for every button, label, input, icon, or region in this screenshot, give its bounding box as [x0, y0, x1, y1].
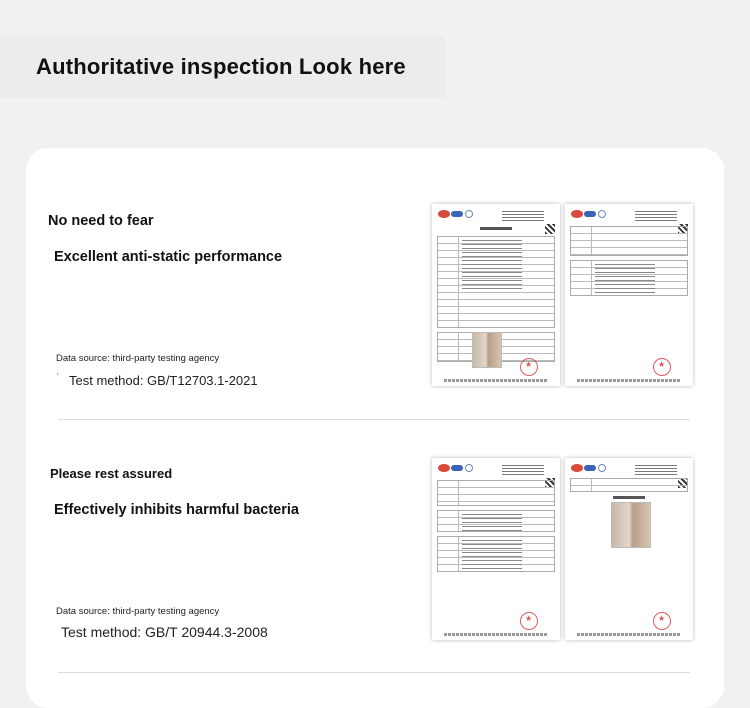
- report-title-bar: [480, 227, 512, 230]
- bullet-mark: ': [57, 372, 59, 381]
- report-header-text: [635, 211, 677, 221]
- agency-logos-icon: [438, 210, 482, 218]
- official-seal-icon: [653, 612, 671, 630]
- sample-photo: [472, 332, 502, 368]
- report-footer-text: [444, 633, 548, 636]
- test-report-page-2: [565, 204, 693, 386]
- report-table: [437, 510, 555, 532]
- report-footer-text: [577, 379, 681, 382]
- section-divider: [58, 672, 690, 673]
- sample-photo: [611, 502, 651, 548]
- section-kicker: No need to fear: [48, 213, 154, 229]
- section-headline: Excellent anti-static performance: [54, 249, 283, 265]
- inspection-card: [26, 148, 724, 708]
- test-report-page-1: [432, 204, 560, 386]
- report-table: [570, 226, 688, 256]
- report-title-bar: [613, 496, 645, 499]
- report-footer-text: [577, 633, 681, 636]
- report-table: [437, 236, 555, 328]
- test-report-page-3: [432, 458, 560, 640]
- report-table: [570, 260, 688, 296]
- official-seal-icon: [520, 612, 538, 630]
- page-title: Authoritative inspection Look here: [36, 54, 406, 79]
- official-seal-icon: [520, 358, 538, 376]
- data-source: Data source: third-party testing agency: [56, 353, 220, 364]
- test-report-page-4: [565, 458, 693, 640]
- official-seal-icon: [653, 358, 671, 376]
- report-table: [437, 480, 555, 506]
- data-source: Data source: third-party testing agency: [56, 606, 220, 617]
- report-footer-text: [444, 379, 548, 382]
- report-header-text: [635, 465, 677, 475]
- agency-logos-icon: [571, 210, 615, 218]
- section-headline: Effectively inhibits harmful bacteria: [54, 502, 299, 518]
- agency-logos-icon: [571, 464, 615, 472]
- agency-logos-icon: [438, 464, 482, 472]
- report-header-text: [502, 465, 544, 475]
- section-divider: [58, 419, 690, 420]
- report-header-text: [502, 211, 544, 221]
- test-method: Test method: GB/T12703.1-2021: [69, 373, 258, 388]
- section-kicker: Please rest assured: [50, 466, 173, 481]
- qr-code-icon: [545, 224, 555, 234]
- test-method: Test method: GB/T 20944.3-2008: [61, 624, 268, 640]
- report-table: [437, 536, 555, 572]
- report-table: [570, 478, 688, 492]
